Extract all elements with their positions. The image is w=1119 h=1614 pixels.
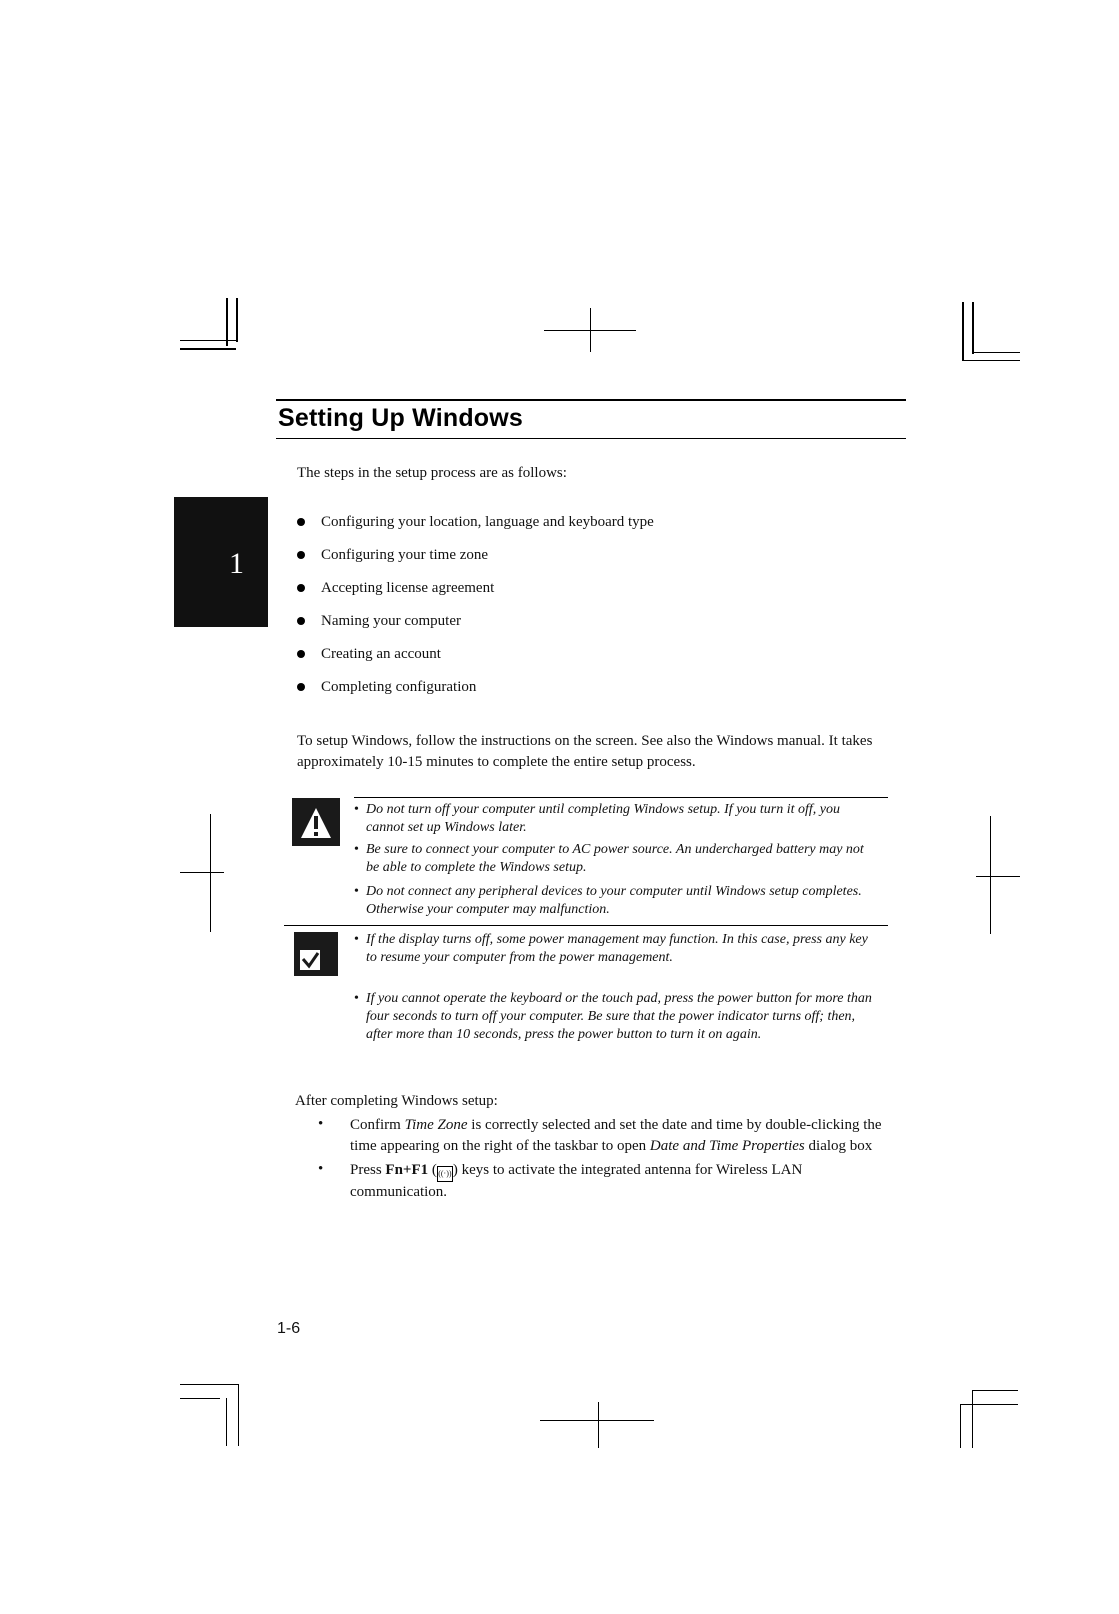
instructions-paragraph: To setup Windows, follow the instructions on the screen. See also the Windows manual. It takes approximately 10-15 minutes to complete the entire setup process. (297, 733, 873, 770)
crop-mark-top-right (962, 360, 1020, 361)
crop-mark-bottom-left (180, 1384, 238, 1385)
list-item: • Confirm Time Zone is correctly selected and set the date and time by double-clicking the time appearing on the right of the taskbar to open Date and Time Properties dialog box (318, 1116, 882, 1154)
list-item: Accepting license agreement (297, 578, 654, 611)
chapter-number: 1 (229, 547, 244, 580)
list-item: Configuring your time zone (297, 545, 654, 578)
crop-mark-top-left (226, 298, 228, 346)
crop-mark-top-left (180, 348, 236, 350)
crop-mark-bottom-left (180, 1398, 220, 1399)
crop-mark-top-left (180, 340, 236, 341)
warning-item: • Do not turn off your computer until completing Windows setup. If you turn it off, you cannot set up Windows later. (354, 802, 841, 835)
crop-mark-top-right (962, 302, 964, 360)
registration-mark-bottom-center (598, 1402, 599, 1448)
intro-text: The steps in the setup process are as follows: (297, 465, 567, 481)
warning-bottom-rule (284, 925, 888, 926)
after-setup-list (318, 1115, 898, 1206)
registration-mark-right (990, 816, 991, 934)
crop-mark-bottom-left (226, 1398, 227, 1446)
wireless-key-icon: ((·)) (437, 1166, 453, 1182)
crop-mark-bottom-right (972, 1390, 973, 1448)
registration-mark-left (210, 814, 211, 932)
bullet (297, 551, 305, 559)
crop-mark-bottom-right (972, 1390, 1018, 1391)
note-item: • If the display turns off, some power management may function. In this case, press any key to resume your computer from the power management. (354, 932, 868, 965)
page-number: 1-6 (277, 1320, 301, 1337)
list-item: • Press Fn+F1 (((·))) keys to activate the integrated antenna for Wireless LAN communication. (318, 1161, 803, 1200)
registration-mark-top-center (590, 308, 591, 352)
list-item: Configuring your location, language and keyboard type (297, 512, 654, 545)
registration-mark-left (180, 872, 224, 873)
heading-bottom-rule (276, 438, 906, 439)
registration-mark-bottom-center (540, 1420, 654, 1421)
list-item: Naming your computer (297, 611, 654, 644)
setup-steps-list (297, 512, 654, 710)
bullet (297, 650, 305, 658)
registration-mark-right (976, 876, 1020, 877)
warning-triangle-icon (292, 798, 340, 846)
checkmark-note-icon (294, 932, 338, 976)
page-title: Setting Up Windows (278, 404, 524, 432)
crop-mark-bottom-right (960, 1404, 1018, 1405)
crop-mark-top-right (972, 302, 974, 354)
warning-item: • Do not connect any peripheral devices to your computer until Windows setup completes. Otherwise your computer may malfunction. (354, 884, 862, 917)
list-item: Creating an account (297, 644, 654, 677)
crop-mark-top-left (236, 298, 238, 342)
warning-top-rule (354, 797, 888, 798)
chapter-tab (174, 497, 268, 627)
warning-item: • Be sure to connect your computer to AC power source. An undercharged battery may not be able to complete the Windows setup. (354, 842, 864, 875)
after-setup-heading: After completing Windows setup: (295, 1093, 498, 1109)
bullet (297, 617, 305, 625)
list-item: Completing configuration (297, 677, 654, 710)
crop-mark-bottom-right (960, 1404, 961, 1448)
bullet (297, 518, 305, 526)
crop-mark-top-right (972, 352, 1020, 353)
note-item: • If you cannot operate the keyboard or the touch pad, press the power button for more than four seconds to turn off your computer. Be sure that the power indicator turns off; then, after more than 10 seconds, press the power button to turn it on again. (354, 991, 872, 1042)
bullet (297, 683, 305, 691)
heading-top-rule (276, 399, 906, 401)
bullet (297, 584, 305, 592)
crop-mark-bottom-left (238, 1384, 239, 1446)
